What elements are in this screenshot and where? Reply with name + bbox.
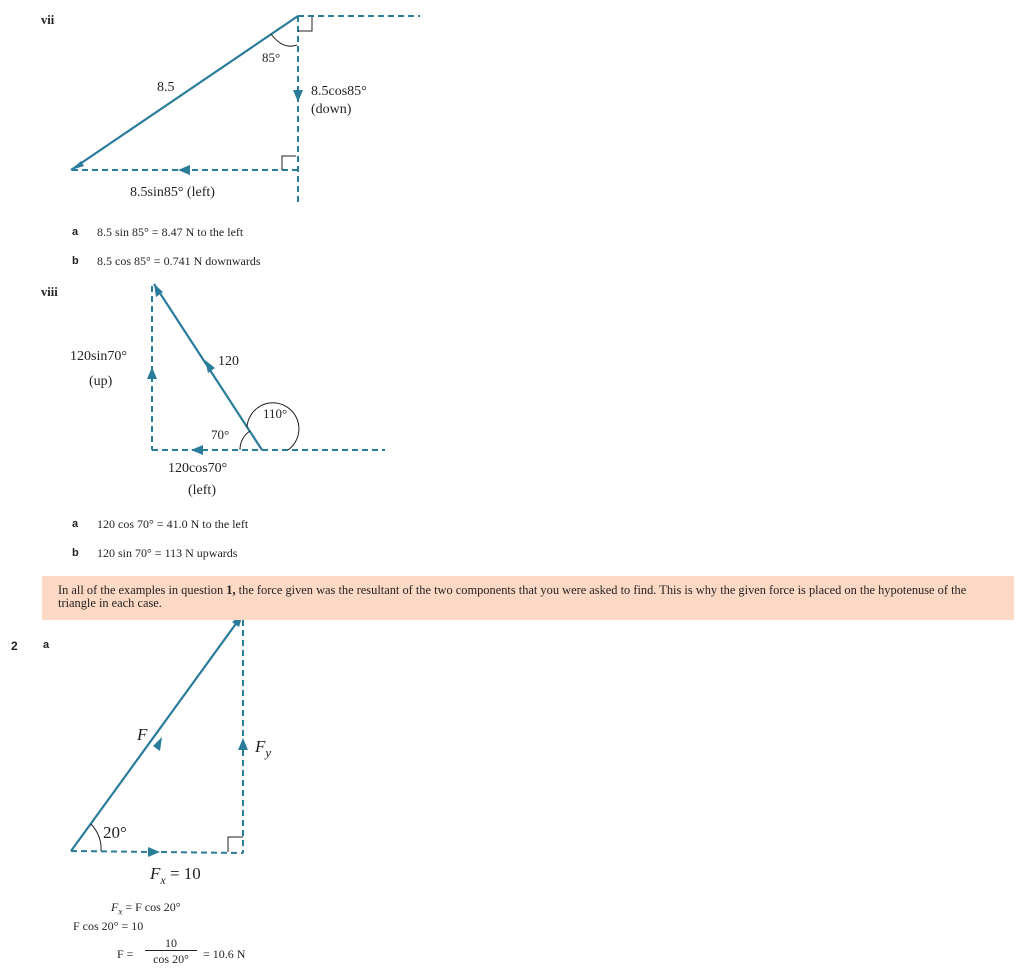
part-letter-a: a <box>43 639 50 651</box>
resultant-vector <box>71 614 243 851</box>
answer-text: 8.5 cos 85° = 0.741 N downwards <box>97 254 261 268</box>
arrowhead-icon <box>153 737 162 751</box>
fx-label: $F_x = 10$ <box>150 864 201 887</box>
left-note: (left) <box>188 483 216 498</box>
answer-letter-a: a <box>72 518 79 530</box>
angle-label: 85° <box>262 50 281 65</box>
arrowhead-icon <box>238 738 248 750</box>
arrowhead-icon <box>191 445 203 455</box>
right-angle-marker <box>298 17 312 31</box>
down-component-label: 8.5cos85° <box>311 84 367 99</box>
question-number: 2 <box>11 639 18 653</box>
equation-line-3-lhs: F = <box>117 947 134 961</box>
part-label-viii: viii <box>41 285 58 299</box>
arrowhead-icon <box>205 360 215 373</box>
answer-text: 8.5 sin 85° = 8.47 N to the left <box>97 225 244 239</box>
arrowhead-icon <box>293 90 303 102</box>
angle-label-outer: 110° <box>263 406 288 421</box>
arrowhead-icon <box>147 367 157 379</box>
down-note: (down) <box>311 102 352 117</box>
arrowhead-icon <box>148 847 160 857</box>
angle-arc-inner <box>240 431 250 450</box>
left-component-label: 8.5sin85° (left) <box>130 185 215 200</box>
answer-text: 120 cos 70° = 41.0 N to the left <box>97 517 249 531</box>
tip-note-box: In all of the examples in question 1, the force given was the resultant of the two components that you were asked to find. This is why the given force is placed on the hypotenuse of the triangle in each case. <box>42 576 1014 620</box>
answer-letter-b: b <box>72 255 79 267</box>
resultant-label: 120 <box>218 354 239 369</box>
fraction-denominator: cos 20° <box>153 952 189 966</box>
angle-arc <box>91 824 101 851</box>
angle-label: 20° <box>103 823 127 842</box>
resultant-label: 8.5 <box>157 80 175 95</box>
left-component-label: 120cos70° <box>168 461 228 476</box>
answer-text: 120 sin 70° = 113 N upwards <box>97 546 238 560</box>
fy-label: $F_y$ <box>255 737 272 760</box>
resultant-label: F <box>137 725 148 744</box>
angle-arc <box>271 34 297 46</box>
right-angle-marker <box>282 156 296 170</box>
equation-line-2: F cos 20° = 10 <box>73 919 144 933</box>
angle-label-inner: 70° <box>211 427 230 442</box>
equation-line-1: $F_x = F$ cos 20° <box>111 900 181 917</box>
answer-letter-b: b <box>72 547 79 559</box>
answer-letter-a: a <box>72 226 79 238</box>
up-note: (up) <box>89 374 113 389</box>
arrowhead-icon <box>178 165 190 175</box>
equation-line-3-rhs: = 10.6 N <box>203 947 246 961</box>
part-label-vii: vii <box>41 13 55 27</box>
fraction-numerator: 10 <box>145 937 197 951</box>
resultant-vector <box>71 16 298 170</box>
right-angle-marker <box>228 837 243 852</box>
up-component-label: 120sin70° <box>70 349 127 364</box>
